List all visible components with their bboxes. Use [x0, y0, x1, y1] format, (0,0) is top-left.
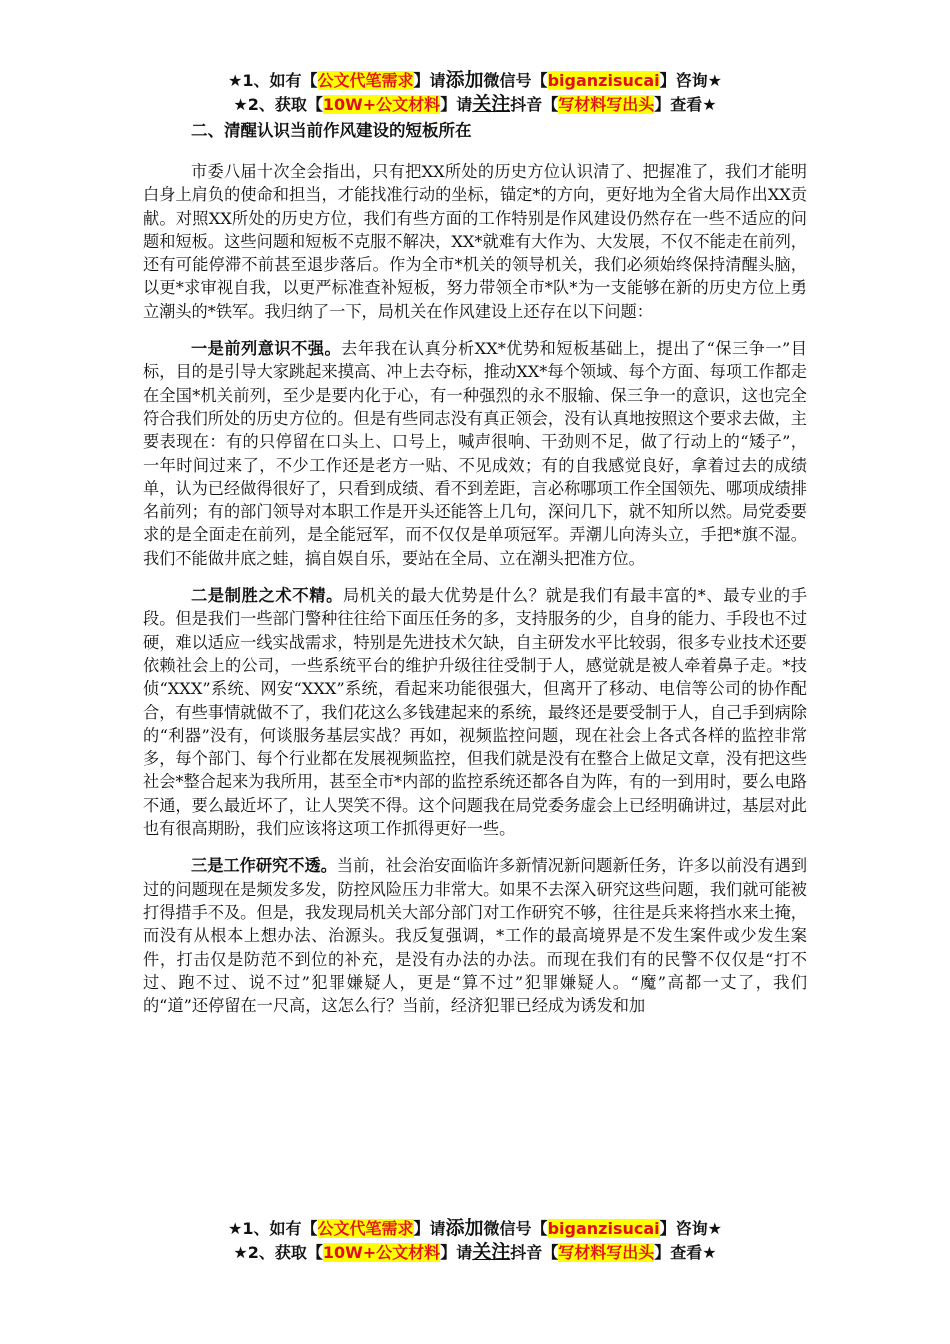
promo-text: 】查看★	[654, 95, 717, 114]
document-body	[143, 116, 807, 1031]
promo-banner-top	[0, 68, 950, 116]
promo-text: 】请	[440, 1243, 473, 1262]
paragraph-lead: 二是制胜之术不精。	[191, 586, 343, 606]
paragraph-point-2	[143, 584, 807, 840]
promo-text: 抖音【	[510, 1243, 559, 1262]
promo-text: 抖音【	[510, 95, 559, 114]
wechat-id: biganzisucai	[547, 1219, 660, 1238]
paragraph-lead: 三是工作研究不透。	[191, 856, 337, 876]
promo-line-2	[0, 92, 950, 116]
promo-text: 】咨询★	[659, 71, 722, 90]
douyin-account: 写材料写出头	[558, 1243, 655, 1262]
promo-highlight: 10W+公文材料	[322, 95, 441, 114]
promo-text: ★2、获取【	[233, 95, 323, 114]
promo-text: ★1、如有【	[228, 71, 318, 90]
promo-text: 】请	[413, 71, 446, 90]
promo-text: 】请	[413, 1219, 446, 1238]
promo-text: 】咨询★	[659, 1219, 722, 1238]
promo-line-1	[0, 68, 950, 92]
promo-line-2	[0, 1240, 950, 1264]
paragraph-text: 市委八届十次全会指出，只有把XX所处的历史方位认识清了、把握准了，我们才能明白身上肩负的使命和担当，才能找准行动的坐标，锚定*的方向，更好地为全省大局作出XX贡献。对照XX所处的历史方位，我们有些方面的工作特别是作风建设仍然存在一些不适应的问题和短板。这些问题和短板不克服不解决，XX*就难有大作为、大发展，不仅不能走在前列，还有可能停滞不前甚至退步落后。作为全市*机关的领导机关，我们必须始终保持清醒头脑，以更*求审视自我，以更严标准查补短板，努力带领全市*队*为一支能够在新的历史方位上勇立潮头的*铁军。我归纳了一下，局机关在作风建设上还存在以下问题：	[143, 162, 807, 321]
promo-highlight: 公文代笔需求	[317, 71, 414, 90]
promo-emphasis: 添加	[445, 69, 484, 91]
promo-line-1	[0, 1216, 950, 1240]
promo-text: ★2、获取【	[233, 1243, 323, 1262]
promo-banner-bottom	[0, 1216, 950, 1264]
paragraph-text: 当前，社会治安面临许多新情况新问题新任务，许多以前没有遇到过的问题现在是频发多发，防控风险压力非常大。如果不去深入研究这些问题，我们就可能被打得措手不及。但是，我发现局机关大部分部门对工作研究不够，往往是兵来将挡水来土掩，而没有从根本上想办法、治源头。我反复强调，*工作的最高境界是不发生案件或少发生案件，打击仅是防范不到位的补充，是没有办法的办法。而现在我们有的民警不仅仅是“打不过、跑不过、说不过”犯罪嫌疑人，更是“算不过”犯罪嫌疑人。“魔”高都一丈了，我们的“道”还停留在一尺高，这怎么行？当前，经济犯罪已经成为诱发和加	[143, 856, 808, 1016]
promo-emphasis: 关注	[472, 93, 511, 115]
wechat-id: biganzisucai	[547, 71, 660, 90]
paragraph-point-3	[143, 854, 807, 1017]
promo-highlight: 10W+公文材料	[322, 1243, 441, 1262]
paragraph-lead: 一是前列意识不强。	[191, 339, 342, 359]
promo-text: 】请	[440, 95, 473, 114]
promo-text: ★1、如有【	[228, 1219, 318, 1238]
promo-text: 】查看★	[654, 1243, 717, 1262]
section-heading: 二、清醒认识当前作风建设的短板所在	[191, 121, 472, 140]
promo-text: 微信号【	[483, 71, 548, 90]
douyin-account: 写材料写出头	[558, 95, 655, 114]
paragraph-point-1	[143, 337, 807, 570]
paragraph-text: 局机关的最大优势是什么？就是我们有最丰富的*、最专业的手段。但是我们一些部门警种往往给下面压任务的多，支持服务的少，自身的能力、手段也不过硬，难以适应一线实战需求，特别是先进技术欠缺，自主研发水平比较弱，很多专业技术还要依赖社会上的公司，一些系统平台的维护升级往往受制于人，感觉就是被人牵着鼻子走。*技侦“XXX”系统、网安“XXX”系统，看起来功能很强大，但离开了移动、电信等公司的协作配合，有些事情就做不了，我们花这么多钱建起来的系统，最终还是要受制于人，自己手到病除的“利器”没有，何谈服务基层实战？再如，视频监控问题，现在社会上各式各样的监控非常多，每个部门、每个行业都在发展视频监控，但我们就是没有在整合上做足文章，没有把这些社会*整合起来为我所用，甚至全市*内部的监控系统还都各自为阵，有的一到用时，要么电路不通，要么最近坏了，让人哭笑不得。这个问题我在局党委务虚会上已经明确讲过，基层对此也有很高期盼，我们应该将这项工作抓得更好一些。	[143, 586, 808, 839]
promo-highlight: 公文代笔需求	[317, 1219, 414, 1238]
paragraph-intro	[143, 160, 807, 323]
promo-text: 微信号【	[483, 1219, 548, 1238]
promo-emphasis: 关注	[472, 1241, 511, 1263]
promo-emphasis: 添加	[445, 1217, 484, 1239]
paragraph-text: 去年我在认真分析XX*优势和短板基础上，提出了“保三争一”目标，目的是引导大家跳起来摸高、冲上去夺标，推动XX*每个领域、每个方面、每项工作都走在全国*机关前列，至少是要内化于心，有一种强烈的永不服输、保三争一的意识，这也完全符合我们所处的历史方位的。但是有些同志没有真正领会，没有认真地按照这个要求去做，主要表现在：有的只停留在口头上、口号上，喊声很响、干劲则不足，做了行动上的“矮子”，一年时间过来了，不少工作还是老方一贴、不见成效；有的自我感觉良好，拿着过去的成绩单，认为已经做得很好了，只看到成绩、看不到差距，言必称哪项工作全国领先、哪项成绩排名前列；有的部门领导对本职工作是开头还能答上几句，深问几下，就不知所以然。局党委要求的是全面走在前列，是全能冠军，而不仅仅是单项冠军。弄潮儿向涛头立，手把*旗不湿。我们不能做井底之蛙，搞自娱自乐，要站在全局、立在潮头把准方位。	[143, 339, 807, 568]
